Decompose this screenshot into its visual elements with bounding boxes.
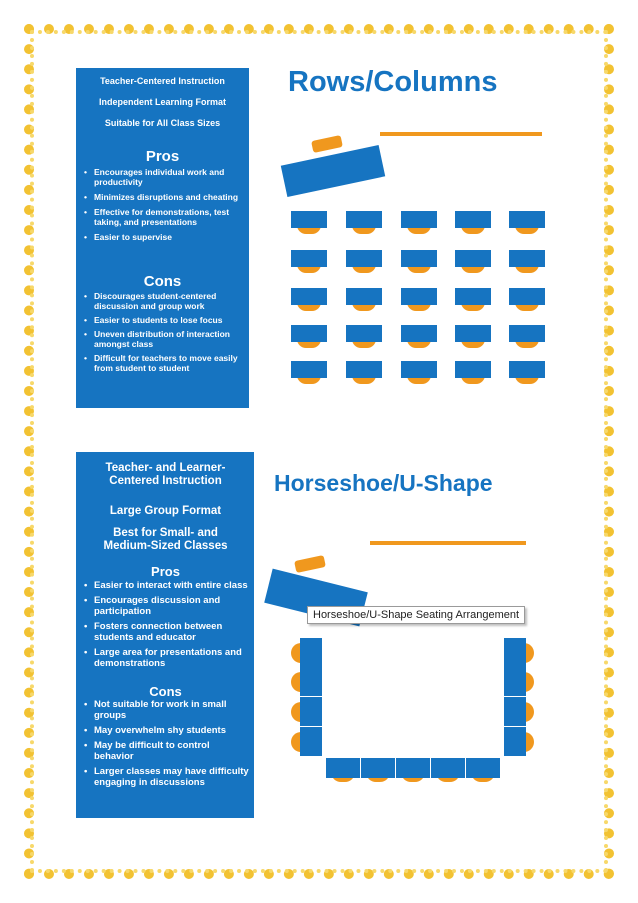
slide2-info-3: Best for Small- and Medium-Sized Classes [103, 527, 228, 552]
student-desk [291, 361, 327, 378]
list-item: • May overwhelm shy students [82, 725, 249, 736]
student-desk [396, 758, 430, 778]
student-desk [455, 361, 491, 378]
student-desk [346, 288, 382, 305]
slide1-info-2: Independent Learning Format [98, 97, 226, 107]
student-desk [300, 727, 322, 756]
slide2-info-2: Large Group Format [109, 505, 222, 517]
list-item: • Easier to supervise [82, 232, 243, 242]
slide-horseshoe [76, 452, 562, 820]
student-desk [401, 211, 437, 228]
whiteboard-line [370, 541, 526, 545]
student-desk [346, 361, 382, 378]
student-desk [291, 250, 327, 267]
student-desk [401, 361, 437, 378]
student-desk [509, 211, 545, 228]
slide-rows-columns [76, 68, 562, 410]
teacher-chair [294, 555, 326, 573]
list-item: • May be difficult to control behavior [82, 740, 249, 762]
student-desk [509, 325, 545, 342]
student-desk [291, 211, 327, 228]
teacher-desk [281, 145, 385, 197]
student-desk [346, 250, 382, 267]
student-desk [431, 758, 465, 778]
student-desk [466, 758, 500, 778]
list-item: • Minimizes disruptions and cheating [82, 192, 243, 202]
list-item: • Not suitable for work in small groups [82, 699, 249, 721]
list-item: • Easier to interact with entire class [82, 580, 249, 591]
student-desk [504, 667, 526, 696]
student-desk [504, 727, 526, 756]
list-item: • Larger classes may have difficulty engaging in discussions [82, 766, 249, 788]
student-desk [509, 288, 545, 305]
student-desk [504, 697, 526, 726]
teacher-chair [311, 135, 343, 153]
student-desk [291, 288, 327, 305]
student-desk [346, 211, 382, 228]
student-desk [300, 697, 322, 726]
slide2-cons-heading: Cons [149, 684, 182, 699]
slide1-pros-heading: Pros [145, 148, 180, 165]
student-desk [509, 361, 545, 378]
student-desk [401, 325, 437, 342]
student-desk [346, 325, 382, 342]
student-desk [401, 250, 437, 267]
slide2-pros-heading: Pros [151, 564, 180, 579]
student-desk [504, 638, 526, 667]
student-desk [300, 638, 322, 667]
student-desk [326, 758, 360, 778]
seating-tooltip: Horseshoe/U-Shape Seating Arrangement [307, 606, 525, 624]
list-item: • Easier to students to lose focus [82, 315, 243, 325]
student-desk [291, 325, 327, 342]
slide2-info-panel [76, 452, 254, 818]
student-desk [455, 288, 491, 305]
list-item: • Large area for presentations and demonstrations [82, 647, 249, 669]
list-item: • Discourages student-centered discussion and group work [82, 291, 243, 311]
student-desk [361, 758, 395, 778]
list-item: • Effective for demonstrations, test taking, and presentations [82, 207, 243, 227]
slide1-info-3: Suitable for All Class Sizes [104, 118, 221, 128]
slide1-cons-heading: Cons [143, 273, 182, 290]
slide1-info-panel [76, 68, 249, 408]
student-desk [455, 325, 491, 342]
slide1-pros-list [82, 167, 243, 242]
student-desk [509, 250, 545, 267]
student-desk [455, 250, 491, 267]
slide2-info-1: Teacher- and Learner-Centered Instruction [105, 462, 226, 487]
whiteboard-line [380, 132, 542, 136]
slide1-title: Rows/Columns [288, 66, 498, 98]
slide2-title: Horseshoe/U-Shape [274, 470, 493, 496]
slide2-pros-list [82, 580, 249, 669]
list-item: • Difficult for teachers to move easily from student to student [82, 353, 243, 373]
slide1-cons-list [82, 291, 243, 373]
slide2-cons-list [82, 699, 249, 788]
student-desk [401, 288, 437, 305]
student-desk [300, 667, 322, 696]
list-item: • Encourages individual work and productivity [82, 167, 243, 187]
list-item: • Encourages discussion and participation [82, 595, 249, 617]
list-item: • Fosters connection between students and educator [82, 621, 249, 643]
list-item: • Uneven distribution of interaction amongst class [82, 329, 243, 349]
slide1-info-1: Teacher-Centered Instruction [100, 76, 225, 86]
student-desk [455, 211, 491, 228]
